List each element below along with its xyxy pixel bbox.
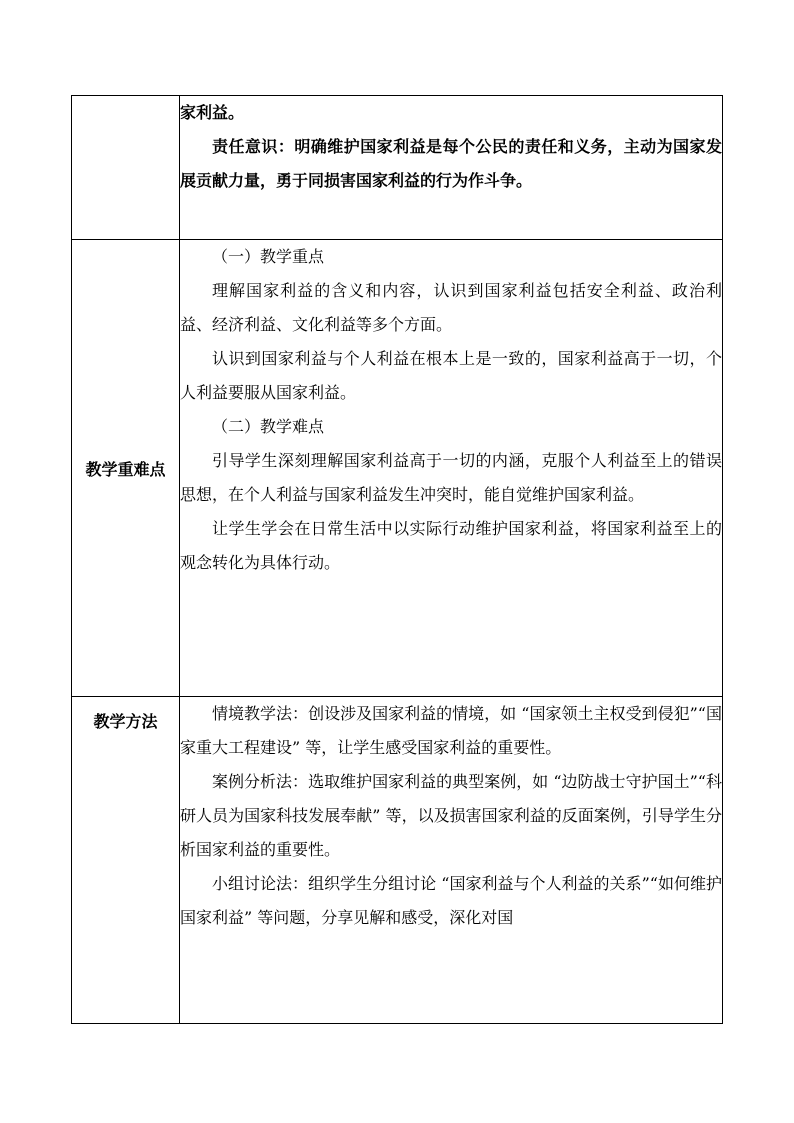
- paragraph: 认识到国家利益与个人利益在根本上是一致的，国家利益高于一切，个人利益要服从国家利益。: [180, 349, 722, 402]
- row-content: [180, 697, 723, 1024]
- paragraph: 情境教学法：创设涉及国家利益的情境，如 “国家领土主权受到侵犯”“国家重大工程建设” 等，让学生感受国家利益的重要性。: [180, 704, 722, 757]
- table-row: [72, 240, 723, 697]
- paragraph: 让学生学会在日常生活中以实际行动维护国家利益，将国家利益至上的观念转化为具体行动。: [180, 519, 722, 572]
- paragraph: 引导学生深刻理解国家利益高于一切的内涵，克服个人利益至上的错误思想，在个人利益与国家利益发生冲突时，能自觉维护国家利益。: [180, 451, 722, 504]
- paragraph: 案例分析法：选取维护国家利益的典型案例，如 “边防战士守护国土”“科研人员为国家科技发展奉献” 等，以及损害国家利益的反面案例，引导学生分析国家利益的重要性。: [180, 772, 722, 859]
- table-row: [72, 96, 723, 240]
- paragraph: 小组讨论法：组织学生分组讨论 “国家利益与个人利益的关系”“如何维护国家利益” 等问题，分享见解和感受，深化对国: [180, 874, 722, 927]
- row-content: [180, 240, 723, 697]
- row-label: [72, 96, 180, 240]
- paragraph: 责任意识：明确维护国家利益是每个公民的责任和义务，主动为国家发展贡献力量，勇于同损害国家利益的行为作斗争。: [180, 137, 722, 190]
- table-row: [72, 697, 723, 1024]
- section-heading: （二）教学难点: [212, 417, 325, 436]
- paragraph: 理解国家利益的含义和内容，认识到国家利益包括安全利益、政治利益、经济利益、文化利益等多个方面。: [180, 281, 722, 334]
- lesson-plan-table: [71, 95, 723, 1024]
- row-content: [180, 96, 723, 240]
- row-label: 教学方法: [72, 697, 180, 1024]
- row-label: 教学重难点: [72, 240, 180, 697]
- paragraph: 家利益。: [180, 103, 245, 122]
- section-heading: （一）教学重点: [212, 247, 325, 266]
